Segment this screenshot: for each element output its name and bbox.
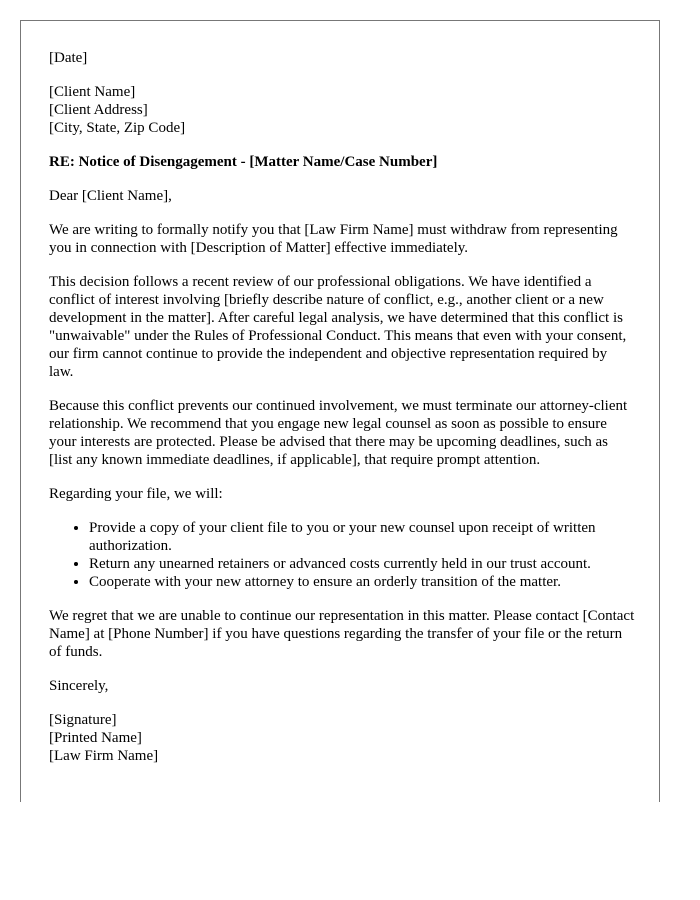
letter-date: [Date] [49, 50, 88, 66]
signature-block [49, 711, 635, 765]
signature-line: [Signature] [49, 712, 117, 728]
law-firm-name-line: [Law Firm Name] [49, 748, 159, 764]
recipient-address [49, 83, 635, 137]
client-address-line: [Client Address] [49, 102, 148, 118]
subject-line: RE: Notice of Disengagement - [Matter Name/Case Number] [49, 154, 438, 170]
city-state-zip-line: [City, State, Zip Code] [49, 120, 186, 136]
printed-name-line: [Printed Name] [49, 730, 142, 746]
letter-page [20, 20, 660, 802]
client-name-line: [Client Name] [49, 84, 136, 100]
complimentary-close: Sincerely, [49, 678, 109, 694]
salutation: Dear [Client Name], [49, 188, 172, 204]
list-item: • Return any unearned retainers or advanced costs currently held in our trust account. [89, 555, 635, 573]
letter-body [49, 49, 635, 781]
file-actions-list [49, 519, 635, 591]
paragraph-conflict-explanation: This decision follows a recent review of our professional obligations. We have identified a conflict of interest involving [briefly describe nature of conflict, e.g., another client or a new development in the matter]. After careful legal analysis, we have determined that this conflict is "unwaivable" under the Rules of Professional Conduct. This means that even with your consent, our firm cannot continue to provide the independent and objective representation required by law. [49, 274, 627, 380]
list-item: • Cooperate with your new attorney to ensure an orderly transition of the matter. [89, 573, 635, 591]
closing-paragraph: We regret that we are unable to continue our representation in this matter. Please contact [Contact Name] at [Phone Number] if you have questions regarding the transfer of your file or the return of funds. [49, 608, 635, 660]
list-intro: Regarding your file, we will: [49, 486, 223, 502]
paragraph-withdrawal-notice: We are writing to formally notify you that [Law Firm Name] must withdraw from representing you in connection with [Description of Matter] effective immediately. [49, 222, 618, 256]
paragraph-termination: Because this conflict prevents our continued involvement, we must terminate our attorney-client relationship. We recommend that you engage new legal counsel as soon as possible to ensure your interests are protected. Please be advised that there may be upcoming deadlines, such as [list any known immediate deadlines, if applicable], that require prompt attention. [49, 398, 628, 468]
list-item: • Provide a copy of your client file to you or your new counsel upon receipt of written authorization. [89, 519, 635, 555]
